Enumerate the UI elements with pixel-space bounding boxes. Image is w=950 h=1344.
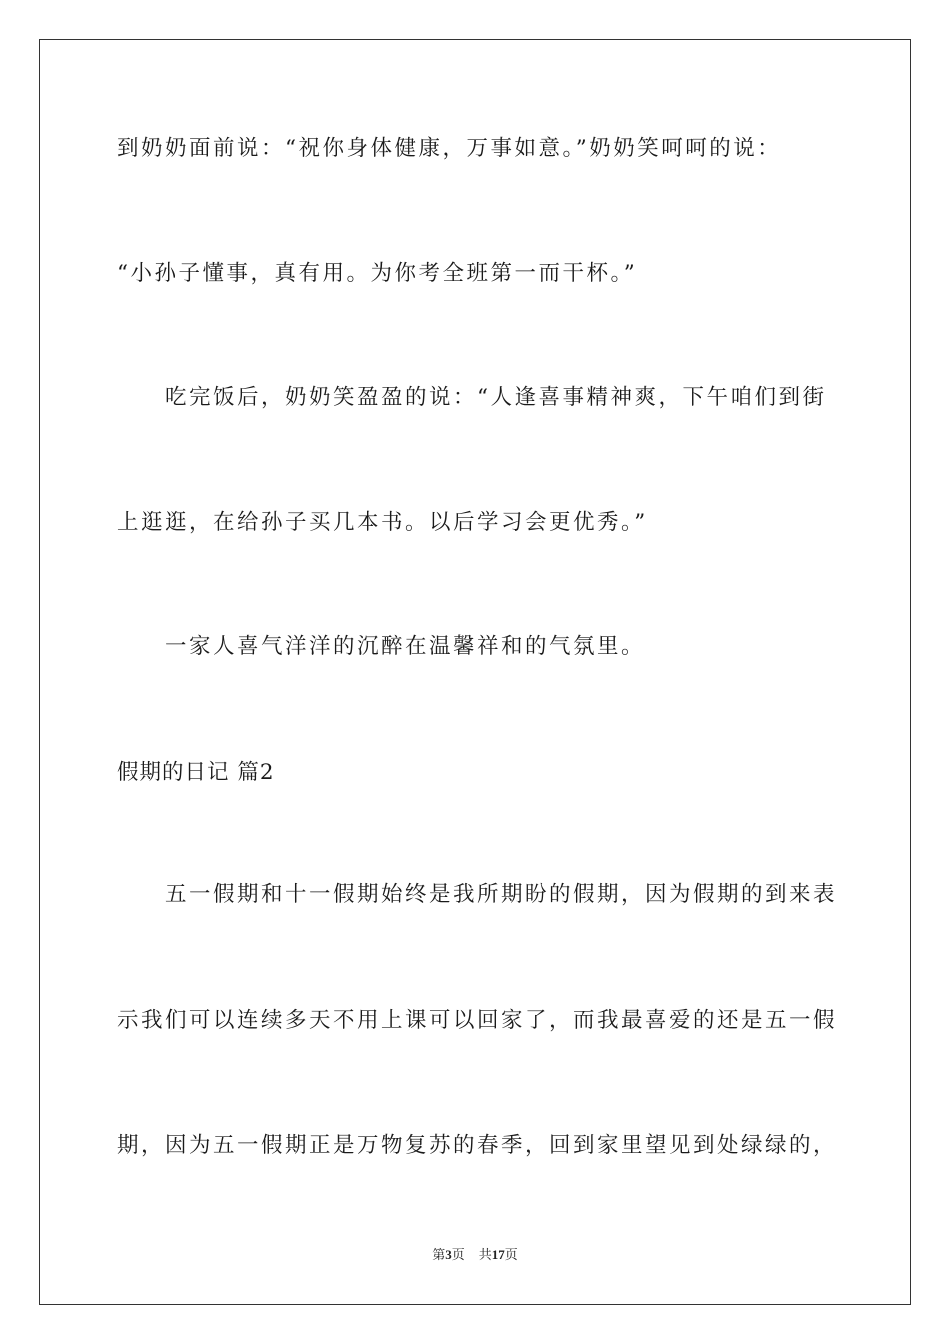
text-line: “小孙子懂事，真有用。为你考全班第一而干杯。” [117, 261, 638, 286]
text-line: 示我们可以连续多天不用上课可以回家了，而我最喜爱的还是五一假 [117, 1008, 838, 1033]
text-line: 期，因为五一假期正是万物复苏的春季，回到家里望见到处绿绿的， [117, 1133, 838, 1158]
page-number: 3 [445, 1247, 452, 1262]
page-footer [0, 1248, 950, 1262]
text-line: 吃完饭后，奶奶笑盈盈的说：“人逢喜事精神爽，下午咱们到街 [165, 385, 827, 410]
page-prefix: 第 [432, 1248, 446, 1263]
text-line: 上逛逛，在给孙子买几本书。以后学习会更优秀。” [117, 510, 648, 535]
text-line: 到奶奶面前说：“祝你身体健康，万事如意。”奶奶笑呵呵的说： [117, 136, 782, 161]
page-frame [39, 39, 911, 1305]
total-prefix: 共 [478, 1248, 492, 1263]
total-pages: 17 [491, 1247, 505, 1262]
section-title: 假期的日记 篇2 [117, 760, 275, 785]
text-line: 五一假期和十一假期始终是我所期盼的假期，因为假期的到来表 [165, 882, 838, 907]
text-line: 一家人喜气洋洋的沉醉在温馨祥和的气氛里。 [165, 634, 646, 659]
total-suffix: 页 [504, 1248, 518, 1263]
page-suffix: 页 [451, 1248, 465, 1263]
